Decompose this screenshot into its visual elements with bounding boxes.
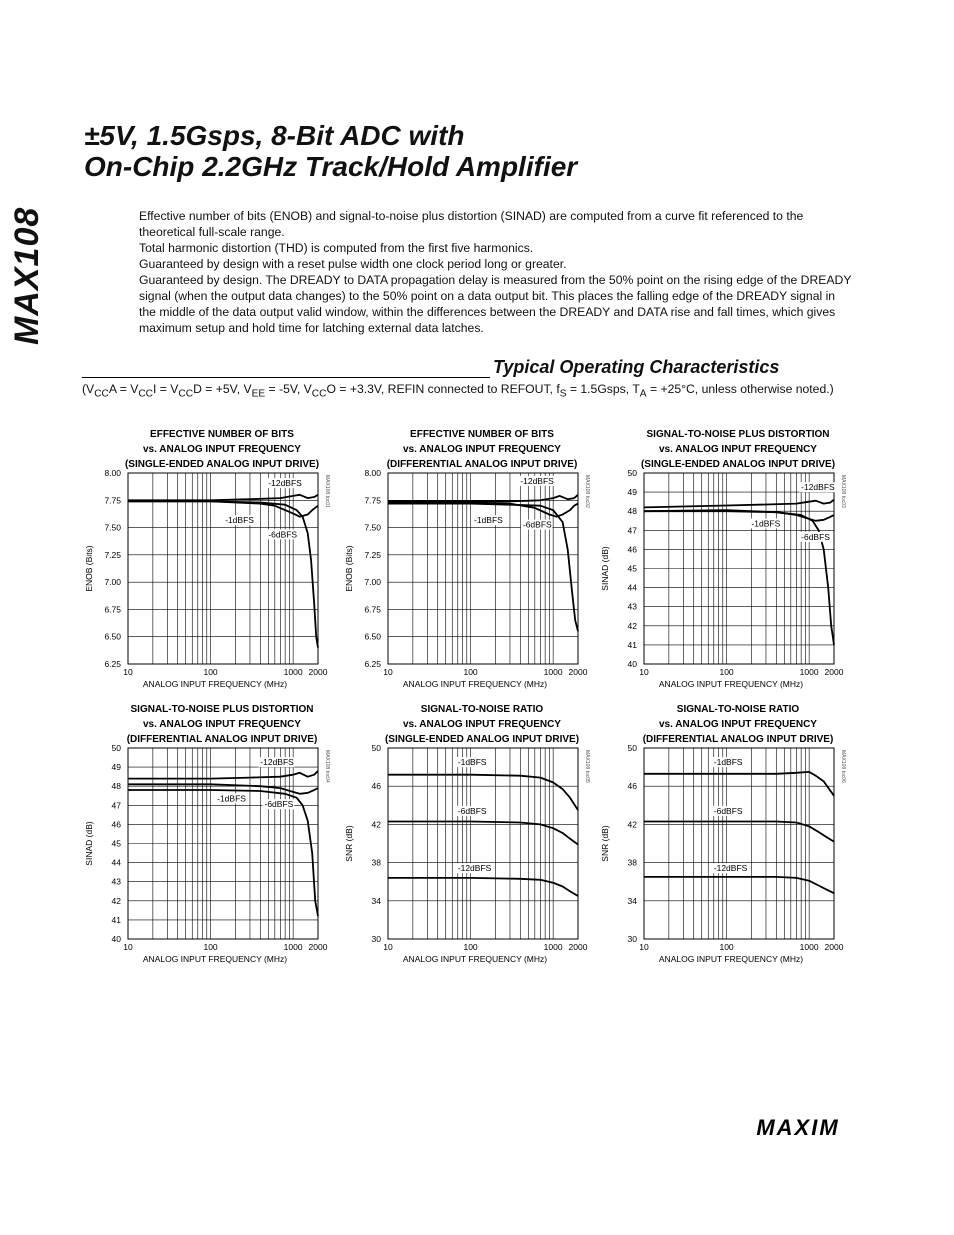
x-tick-label: 100 (203, 667, 218, 677)
y-tick-label: 6.25 (104, 659, 121, 669)
cond-sub: CC (311, 388, 327, 400)
y-tick-label: 43 (111, 876, 121, 887)
chart-snr-differential (598, 700, 868, 970)
y-tick-label: 6.25 (364, 659, 381, 669)
y-tick-label: 7.25 (104, 549, 121, 560)
cond-text: = +25°C, unless otherwise noted.) (646, 382, 834, 396)
annotation-label: -1dBFS (751, 518, 781, 529)
y-tick-label: 50 (627, 468, 637, 478)
annotation-label: -1dBFS (217, 793, 246, 804)
y-tick-label: 46 (111, 819, 121, 830)
y-tick-label: 30 (627, 934, 637, 944)
x-axis-label: ANALOG INPUT FREQUENCY (MHz) (402, 954, 548, 964)
annotation-label: -12dBFS (260, 757, 294, 768)
cond-text: O = +3.3V, REFIN connected to REFOUT, f (326, 382, 560, 396)
chart-sinad-differential (82, 700, 352, 970)
x-tick-label: 1000 (283, 942, 303, 952)
x-tick-label: 10 (383, 942, 393, 952)
y-tick-label: 40 (111, 934, 121, 944)
chart-watermark: MAX108 toc03 (840, 475, 846, 508)
y-tick-label: 48 (111, 781, 121, 792)
cond-text: = 1.5Gsps, T (566, 382, 640, 396)
y-tick-label: 7.25 (364, 549, 381, 560)
chart-watermark: MAX108 toc01 (324, 475, 330, 508)
cond-text: (V (82, 382, 95, 396)
y-tick-label: 30 (371, 934, 381, 944)
chart-title-line: vs. ANALOG INPUT FREQUENCY (403, 719, 561, 730)
y-axis-label: ENOB (Bits) (84, 545, 94, 592)
chart-title-line: vs. ANALOG INPUT FREQUENCY (403, 444, 561, 455)
cond-sub: EE (251, 388, 266, 400)
y-tick-label: 49 (111, 762, 121, 773)
x-tick-label: 10 (639, 942, 649, 952)
chart-svg (82, 700, 352, 970)
cond-sub: CC (178, 388, 194, 400)
chart-watermark: MAX108 toc06 (840, 750, 846, 783)
x-tick-label: 2000 (308, 942, 328, 952)
footnotes (139, 208, 855, 336)
x-tick-label: 1000 (799, 667, 819, 677)
y-tick-label: 46 (371, 781, 381, 792)
y-tick-label: 7.50 (104, 522, 121, 533)
y-axis-label: SINAD (dB) (84, 821, 94, 866)
cond-text: D = +5V, V (193, 382, 252, 396)
annotation-label: -1dBFS (473, 515, 503, 526)
annotation-label: -12dBFS (520, 475, 554, 486)
y-tick-label: 6.50 (364, 631, 381, 642)
chart-enob-single-ended (82, 425, 352, 695)
annotation-label: -6dBFS (801, 531, 830, 542)
chart-svg (598, 700, 868, 970)
x-tick-label: 100 (203, 942, 218, 952)
annotation-label: -6dBFS (264, 799, 294, 810)
x-tick-label: 2000 (824, 667, 844, 677)
y-tick-label: 8.00 (364, 468, 381, 478)
y-tick-label: 46 (627, 781, 637, 792)
y-tick-label: 45 (627, 563, 637, 574)
x-axis-label: ANALOG INPUT FREQUENCY (MHz) (658, 954, 804, 964)
cond-sub: A (639, 388, 647, 400)
y-tick-label: 50 (111, 743, 121, 753)
annotation-label: -6dBFS (457, 805, 487, 816)
y-tick-label: 7.50 (364, 522, 381, 533)
page-title-line-2: On-Chip 2.2GHz Track/Hold Amplifier (84, 151, 578, 182)
y-tick-label: 49 (627, 487, 637, 498)
chart-title-line: vs. ANALOG INPUT FREQUENCY (143, 719, 301, 730)
chart-title-line: (SINGLE-ENDED ANALOG INPUT DRIVE) (124, 459, 320, 470)
y-tick-label: 46 (627, 544, 637, 555)
chart-title-line: vs. ANALOG INPUT FREQUENCY (659, 444, 817, 455)
footnote: Guaranteed by design. The DREADY to DATA propagation delay is measured from the 50% point on the rising edge of the DREADY signal (when the output data changes) to the 50% point on a data output bit. This places the falling edge of the DREADY signal in the middle of the data output valid window, within the differences between the DREADY and DATA rise and fall times, which gives maximum setup and hold time for latching external data latches. (139, 273, 852, 335)
x-tick-label: 2000 (308, 667, 328, 677)
chart-watermark: MAX108 toc05 (584, 750, 590, 783)
x-axis-label: ANALOG INPUT FREQUENCY (MHz) (142, 954, 288, 964)
annotation-label: -12dBFS (713, 863, 748, 874)
y-tick-label: 47 (111, 800, 121, 811)
chart-title-line: (SINGLE-ENDED ANALOG INPUT DRIVE) (384, 734, 580, 745)
chart-title-line: vs. ANALOG INPUT FREQUENCY (659, 719, 817, 730)
y-tick-label: 42 (627, 620, 637, 631)
section-rule (82, 377, 490, 378)
test-conditions (82, 381, 852, 402)
y-axis-label: ENOB (Bits) (344, 545, 354, 592)
cond-sub: CC (94, 388, 109, 400)
chart-title-line: SIGNAL-TO-NOISE PLUS DISTORTION (646, 429, 830, 440)
page-title (84, 120, 577, 182)
part-number-side-label: MAX108 (8, 206, 46, 345)
chart-svg (342, 700, 612, 970)
y-axis-label: SNR (dB) (344, 825, 354, 862)
y-tick-label: 47 (627, 525, 637, 536)
annotation-label: -1dBFS (225, 515, 254, 526)
y-tick-label: 43 (627, 601, 637, 612)
chart-title-line: (DIFFERENTIAL ANALOG INPUT DRIVE) (386, 459, 578, 470)
x-tick-label: 1000 (543, 942, 563, 952)
y-tick-label: 42 (371, 819, 381, 830)
chart-title-line: SIGNAL-TO-NOISE PLUS DISTORTION (130, 704, 314, 715)
y-tick-label: 34 (627, 895, 637, 906)
cond-sub: S (559, 388, 567, 400)
y-tick-label: 7.75 (104, 495, 121, 506)
x-axis-label: ANALOG INPUT FREQUENCY (MHz) (402, 679, 548, 689)
annotation-label: -12dBFS (457, 863, 492, 874)
maxim-logo (742, 1117, 854, 1144)
x-tick-label: 2000 (568, 942, 588, 952)
y-tick-label: 44 (627, 582, 637, 593)
cond-text: = -5V, V (265, 382, 312, 396)
x-tick-label: 100 (463, 667, 478, 677)
y-tick-label: 44 (111, 857, 121, 868)
footnote: Total harmonic distortion (THD) is computed from the first five harmonics. (139, 241, 534, 255)
annotation-label: -1dBFS (713, 757, 743, 768)
chart-watermark: MAX108 toc02 (584, 475, 590, 508)
y-tick-label: 38 (371, 857, 381, 868)
chart-sinad-single-ended (598, 425, 868, 695)
y-tick-label: 50 (371, 743, 381, 753)
x-tick-label: 10 (383, 667, 393, 677)
x-tick-label: 100 (719, 667, 734, 677)
y-tick-label: 41 (111, 914, 121, 925)
x-axis-label: ANALOG INPUT FREQUENCY (MHz) (658, 679, 804, 689)
chart-title-line: (DIFFERENTIAL ANALOG INPUT DRIVE) (126, 734, 318, 745)
chart-title-line: SIGNAL-TO-NOISE RATIO (676, 704, 800, 715)
chart-enob-differential (342, 425, 612, 695)
y-tick-label: 6.75 (364, 604, 381, 615)
page-title-line-1: ±5V, 1.5Gsps, 8-Bit ADC with (84, 120, 465, 151)
logo-text: MAXIM (756, 1117, 840, 1139)
y-tick-label: 7.00 (104, 577, 121, 588)
x-tick-label: 100 (463, 942, 478, 952)
y-tick-label: 45 (111, 838, 121, 849)
chart-title-line: SIGNAL-TO-NOISE RATIO (420, 704, 544, 715)
chart-title-line: (SINGLE-ENDED ANALOG INPUT DRIVE) (640, 459, 836, 470)
y-tick-label: 38 (627, 857, 637, 868)
y-tick-label: 41 (627, 639, 637, 650)
x-tick-label: 10 (639, 667, 649, 677)
cond-sub: CC (138, 388, 154, 400)
annotation-label: -1dBFS (457, 757, 487, 768)
x-axis-label: ANALOG INPUT FREQUENCY (MHz) (142, 679, 288, 689)
y-tick-label: 48 (627, 506, 637, 517)
chart-title-line: vs. ANALOG INPUT FREQUENCY (143, 444, 301, 455)
chart-watermark: MAX108 toc04 (324, 750, 330, 783)
chart-title-line: EFFECTIVE NUMBER OF BITS (410, 429, 554, 440)
annotation-label: -6dBFS (713, 805, 743, 816)
x-tick-label: 100 (719, 942, 734, 952)
chart-title-line: EFFECTIVE NUMBER OF BITS (150, 429, 294, 440)
annotation-label: -12dBFS (801, 482, 835, 493)
y-tick-label: 40 (627, 659, 637, 669)
y-tick-label: 7.75 (364, 495, 381, 506)
cond-text: I = V (153, 382, 179, 396)
footnote: Guaranteed by design with a reset pulse width one clock period long or greater. (139, 257, 567, 271)
y-tick-label: 6.50 (104, 631, 121, 642)
annotation-label: -6dBFS (268, 529, 298, 540)
y-axis-label: SINAD (dB) (600, 546, 610, 591)
annotation-label: -12dBFS (268, 478, 302, 489)
x-tick-label: 10 (123, 667, 133, 677)
y-tick-label: 8.00 (104, 468, 121, 478)
maxim-logo-svg (742, 1117, 854, 1139)
footnote: Effective number of bits (ENOB) and signal-to-noise plus distortion (SINAD) are computed from a curve fit referenced to the theoretical full-scale range. (139, 209, 804, 239)
section-title: Typical Operating Characteristics (493, 357, 780, 377)
annotation-label: -6dBFS (522, 519, 552, 530)
chart-svg (598, 425, 868, 695)
x-tick-label: 2000 (568, 667, 588, 677)
chart-svg (342, 425, 612, 695)
y-axis-label: SNR (dB) (600, 825, 610, 862)
chart-svg (82, 425, 352, 695)
chart-snr-single-ended (342, 700, 612, 970)
x-tick-label: 1000 (799, 942, 819, 952)
y-tick-label: 42 (111, 895, 121, 906)
y-tick-label: 6.75 (104, 604, 121, 615)
y-tick-label: 42 (627, 819, 637, 830)
x-tick-label: 10 (123, 942, 133, 952)
y-tick-label: 50 (627, 743, 637, 753)
cond-text: A = V (108, 382, 139, 396)
chart-title-line: (DIFFERENTIAL ANALOG INPUT DRIVE) (642, 734, 834, 745)
x-tick-label: 2000 (824, 942, 844, 952)
x-tick-label: 1000 (543, 667, 563, 677)
x-tick-label: 1000 (283, 667, 303, 677)
y-tick-label: 7.00 (364, 577, 381, 588)
y-tick-label: 34 (371, 895, 381, 906)
